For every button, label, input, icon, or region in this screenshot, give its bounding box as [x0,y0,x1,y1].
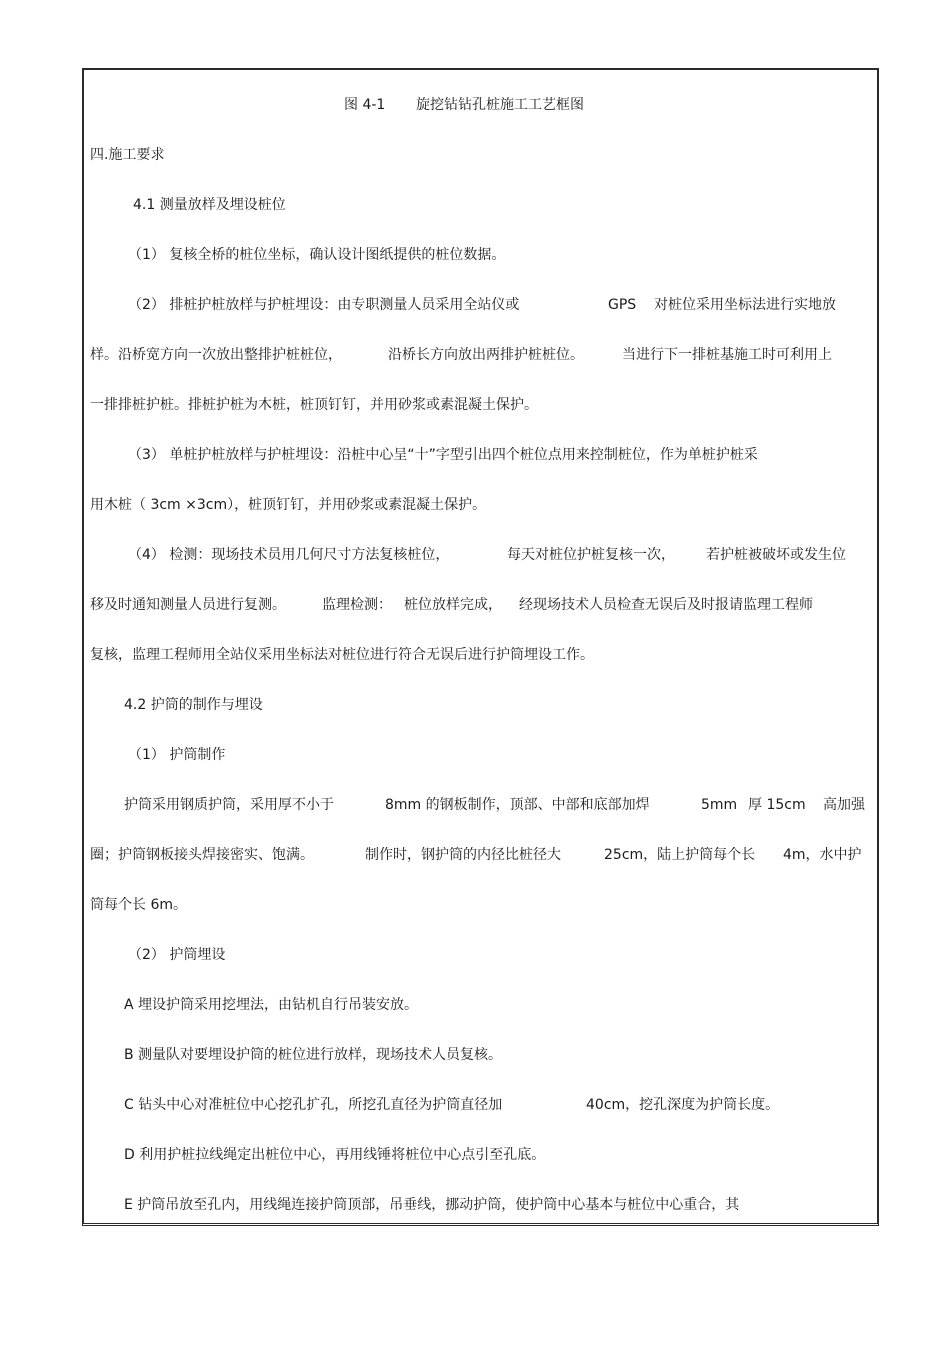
paragraph-line: 对桩位采用坐标法进行实地放 [654,297,836,313]
paragraph-line: 厚 15cm [748,797,806,813]
paragraph-line: 若护桩被破坏或发生位 [706,547,846,563]
paragraph-line: 样。沿桥宽方向一次放出整排护桩桩位， [90,347,342,363]
subsection-heading: 4.1 测量放样及埋设桩位 [133,197,286,213]
subsection-heading: 4.2 护筒的制作与埋设 [124,697,263,713]
paragraph-line: 用木桩（ 3cm ×3cm），桩顶钉钉，并用砂浆或素混凝土保护。 [90,497,487,513]
paragraph-line: B 测量队对要埋设护筒的桩位进行放样，现场技术人员复核。 [124,1047,503,1063]
paragraph-line: 监理检测： [322,597,392,613]
paragraph-line: 制作时，钢护筒的内径比桩径大 [365,847,561,863]
paragraph-line: （2） 护筒埋设 [128,947,226,963]
paragraph-line: 一排排桩护桩。排桩护桩为木桩，桩顶钉钉，并用砂浆或素混凝土保护。 [90,397,538,413]
paragraph-line: （4） 检测：现场技术员用几何尺寸方法复核桩位， [128,547,450,563]
paragraph-line: 高加强 [823,797,865,813]
paragraph-line: （1） 护筒制作 [128,747,226,763]
paragraph-line: （1） 复核全桥的桩位坐标，确认设计图纸提供的桩位数据。 [128,247,506,263]
paragraph-line: A 埋设护筒采用挖埋法，由钻机自行吊装安放。 [124,997,419,1013]
paragraph-line: E 护筒吊放至孔内，用线绳连接护筒顶部，吊垂线，挪动护筒，使护筒中心基本与桩位中心重合，其 [124,1197,740,1213]
paragraph-line: GPS [608,297,637,313]
paragraph-line: （2） 排桩护桩放样与护桩埋设：由专职测量人员采用全站仪或 [128,297,520,313]
paragraph-line: 经现场技术人员检查无误后及时报请监理工程师 [519,597,813,613]
paragraph-line: C 钻头中心对准桩位中心挖孔扩孔，所挖孔直径为护筒直径加 [124,1097,503,1113]
paragraph-line: 25cm，陆上护筒每个长 [604,847,756,863]
figure-label: 图 4-1 [344,97,386,113]
section-heading: 四.施工要求 [90,147,165,163]
figure-title: 旋挖钻钻孔桩施工工艺框图 [416,97,584,113]
paragraph-line: 5mm [701,797,738,813]
paragraph-line: 筒每个长 6m。 [90,897,187,913]
paragraph-line: 复核，监理工程师用全站仪采用坐标法对桩位进行符合无误后进行护筒埋设工作。 [90,647,594,663]
paragraph-line: 每天对桩位护桩复核一次， [507,547,675,563]
paragraph-line: 4m，水中护 [783,847,862,863]
paragraph-line: （3） 单桩护桩放样与护桩埋设：沿桩中心呈“十”字型引出四个桩位点用来控制桩位，作为单桩护桩采 [128,447,758,463]
paragraph-line: 移及时通知测量人员进行复测。 [90,597,286,613]
paragraph-line: 桩位放样完成， [404,597,502,613]
paragraph-line: 40cm，挖孔深度为护筒长度。 [586,1097,780,1113]
paragraph-line: D 利用护桩拉线绳定出桩位中心，再用线锤将桩位中心点引至孔底。 [124,1147,546,1163]
paragraph-line: 8mm 的钢板制作，顶部、中部和底部加焊 [385,797,650,813]
paragraph-line: 圈；护筒钢板接头焊接密实、饱满。 [90,847,314,863]
paragraph-line: 当进行下一排桩基施工时可利用上 [622,347,832,363]
paragraph-line: 沿桥长方向放出两排护桩桩位。 [388,347,584,363]
paragraph-line: 护筒采用钢质护筒，采用厚不小于 [124,797,334,813]
